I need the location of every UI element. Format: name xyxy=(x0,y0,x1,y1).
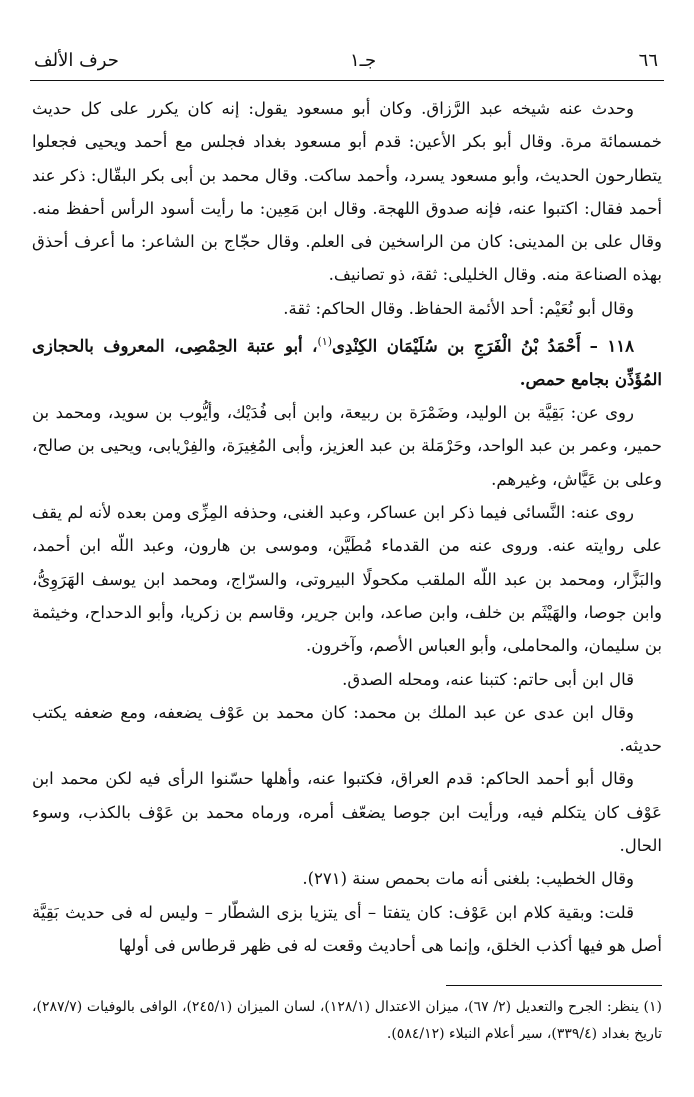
page-number: ٦٦ xyxy=(638,50,658,71)
main-text xyxy=(32,92,662,962)
section-title: حرف الألف xyxy=(34,50,119,71)
paragraph: وحدث عنه شيخه عبد الرَّزاق. وكان أبو مسعود يقول: إنه كان يكرر على كل حديث خمسمائة مرة. وقال أبو بكر الأعين: قدم أبو مسعود بغداد فجلس مع أحمد ويحيى فجعلوا يتطارحون الحديث، وأبو مسعود يسرد، وأحمد ساكت. وقال محمد بن أبى بكر البقّال: ذكر عند أحمد فقال: اكتبوا عنه، فإنه صدوق اللهجة. وقال ابن مَعِين: ما رأيت أسود الرأس أحفظ منه. وقال على بن المدينى: كان من الراسخين فى العلم. وقال حجّاج بن الشاعر: ما أعرف أحذق بهذه الصناعة منه. وقال الخليلى: ثقة، ذو تصانيف. xyxy=(32,99,662,285)
paragraph: وقال أبو أحمد الحاكم: قدم العراق، فكتبوا عنه، وأهلها حسّنوا الرأى فيه لكن محمد ابن عَوْف كان يتكلم فيه، ورأيت ابن جوصا يضعّف أمره، ورماه محمد بن عَوْف بالكذب، وسوء الحال. xyxy=(32,769,662,856)
footnote: (١) ينظر: الجرح والتعديل (٢/ ٦٧)، ميزان الاعتدال (١٢٨/١)، لسان الميزان (٢٤٥/١)، الوافى بالوفيات (٢٨٧/٧)، تاريخ بغداد (٣٣٩/٤)، سير أعلام النبلاء (٥٨٤/١٢). xyxy=(32,999,663,1042)
paragraph: وقال الخطيب: بلغنى أنه مات بحمص سنة (٢٧١). xyxy=(302,869,634,889)
paragraph: قال ابن أبى حاتم: كتبنا عنه، ومحله الصدق. xyxy=(342,669,634,689)
entry-number: ١١٨ – xyxy=(589,336,635,356)
paragraph: وقال أبو نُعَيْم: أحد الأئمة الحفاظ. وقال الحاكم: ثقة. xyxy=(283,298,634,318)
running-header xyxy=(30,44,664,78)
entry-name: أَحْمَدُ بْنُ الْفَرَجِ بن سُلَيْمَان الكِنْدِى xyxy=(331,336,581,356)
paragraph: قلت: وبقية كلام ابن عَوْف: كان يتفتا – أى يتزيا بزى الشطّار – وليس له فى حديث بَقِيَّة أصل هو فيها أكذب الخلق، وإنما هى أحاديث وقعت له فى ظهر قرطاس فى أولها xyxy=(32,902,662,955)
paragraph: روى عن: بَقِيَّة بن الوليد، وضَمْرَة بن ربيعة، وابن أبى فُدَيْك، وأيُّوب بن سويد، ومحمد بن حمير، وعمر بن عبد الواحد، وحَرْمَلة بن عبد العزيز، وأبى المُغِيرَة، والفِرْيابى، ويحيى بن صالح، وعلى بن عَيَّاش، وغيرهم. xyxy=(32,403,662,489)
footnotes xyxy=(32,994,662,1048)
paragraph: وقال ابن عدى عن عبد الملك بن محمد: كان محمد بن عَوْف يضعفه، ومع ضعفه يكتب حديثه. xyxy=(32,702,662,756)
volume-label: جـ١ xyxy=(350,50,377,71)
footnote-marker: (١) xyxy=(317,335,332,349)
entry-name-rest: ، أبو عتبة الحِمْصِى، المعروف بالحجازى المُؤَذِّن بجامع حمص. xyxy=(32,336,662,389)
paragraph: روى عنه: النَّسائى فيما ذكر ابن عساكر، وعبد الغنى، وحذفه المِزِّى ومن بعده لأنه لم يقف على روايته عنه. وروى عنه من القدماء مُطَيَّن، وموسى بن هارون، وعبد اللّه ابن أحمد، والبَزَّار، ومحمد بن عبد اللّه الملقب مكحولًا البيروتى، والسرّاج، ومحمد ابن يوسف الهَرَوِىُّ، وابن جوصا، والهَيْثَم بن خلف، وابن صاعد، وابن جرير، وقاسم بن زكريا، وأبو الدحداح، وخيثمة بن سليمان، والمحاملى، وأبو العباس الأصم، وآخرون. xyxy=(32,503,662,656)
header-rule xyxy=(30,80,664,81)
footnote-rule xyxy=(446,985,662,986)
entry-heading xyxy=(32,325,662,396)
